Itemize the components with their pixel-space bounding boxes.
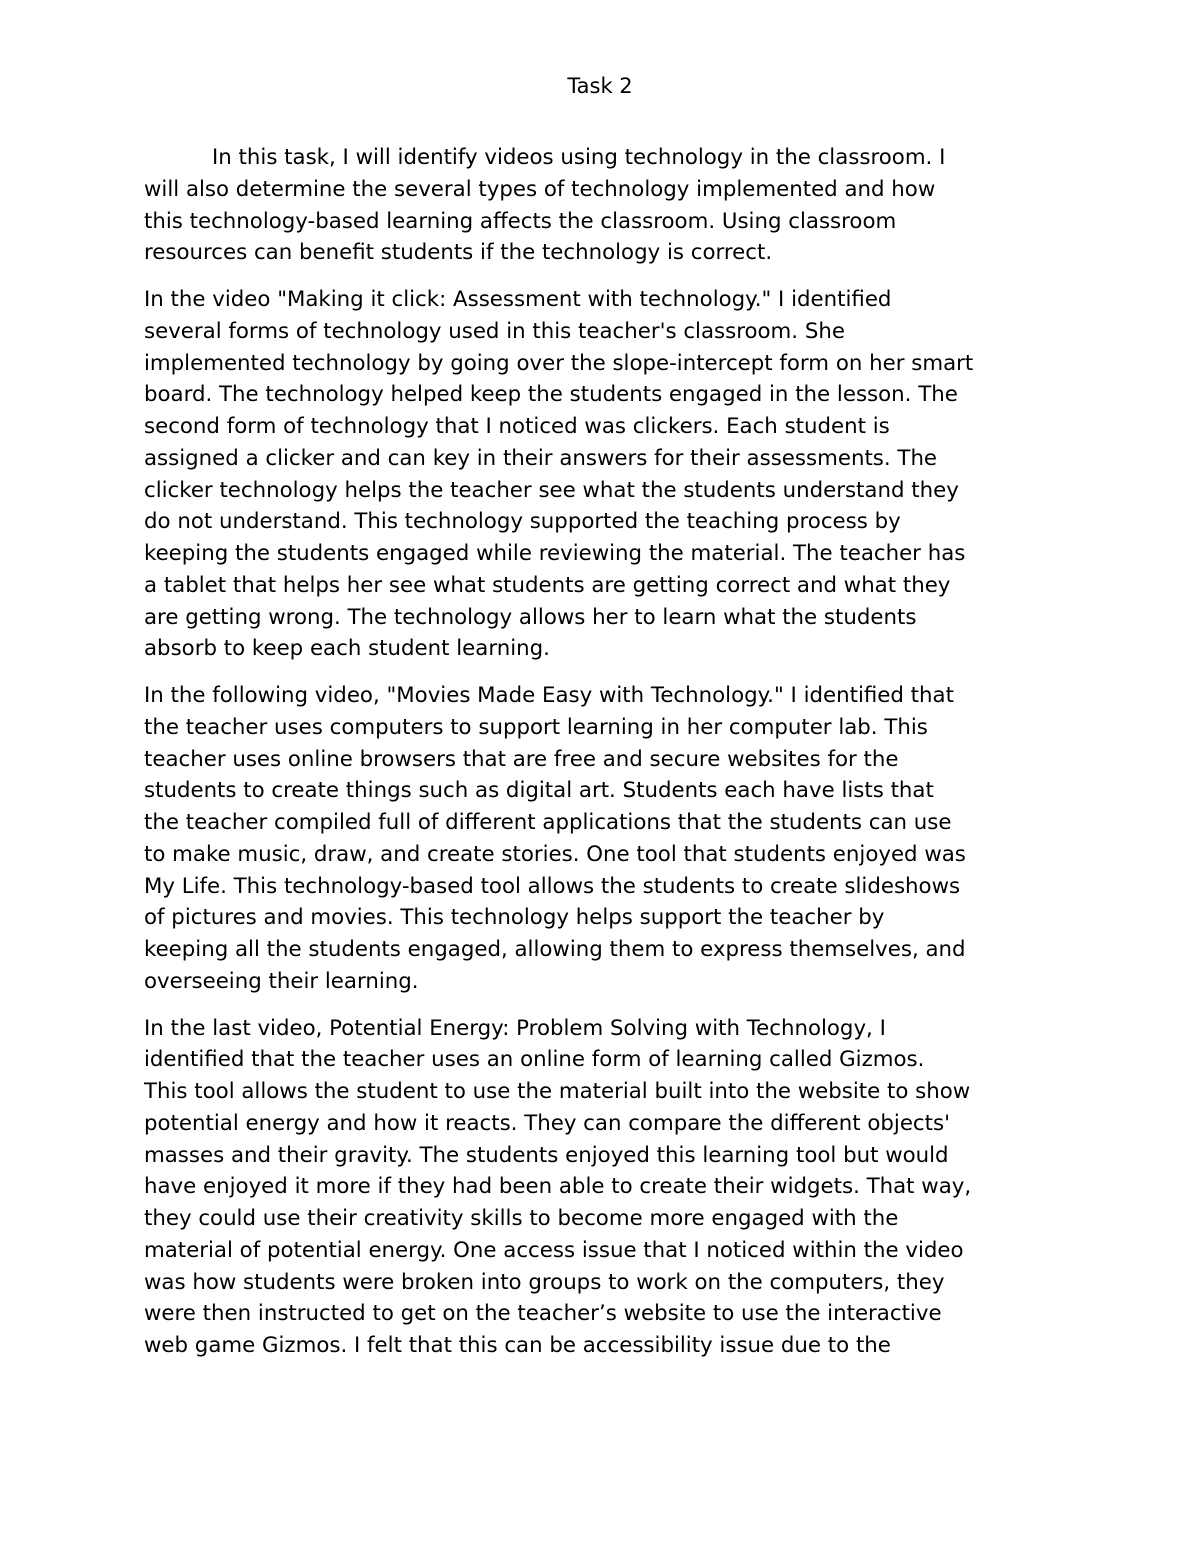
paragraph-line: do not understand. This technology supported the teaching process by (144, 509, 901, 535)
paragraph-line: overseeing their learning. (144, 968, 419, 994)
paragraph-line: In this task, I will identify videos using technology in the classroom. I (212, 145, 946, 170)
paragraph-line: board. The technology helped keep the students engaged in the lesson. The (144, 382, 958, 408)
paragraph-line: potential energy and how it reacts. They can compare the different objects' (144, 1110, 950, 1136)
paragraph-line: masses and their gravity. The students enjoyed this learning tool but would (144, 1142, 949, 1168)
paragraph-2 (144, 284, 1074, 665)
paragraph-line: clicker technology helps the teacher see what the students understand they (144, 477, 959, 503)
paragraph-line: In the following video, "Movies Made Easy with Technology." I identified that (144, 683, 954, 708)
paragraph-line: absorb to keep each student learning. (144, 636, 550, 662)
paragraph-line: material of potential energy. One access issue that I noticed within the video (144, 1237, 964, 1263)
paragraph-line: were then instructed to get on the teacher’s website to use the interactive (144, 1301, 942, 1327)
paragraph-line: web game Gizmos. I felt that this can be accessibility issue due to the (144, 1333, 891, 1358)
paragraph-line: the teacher compiled full of different applications that the students can use (144, 810, 952, 835)
paragraph-line: keeping all the students engaged, allowing them to express themselves, and (144, 937, 966, 962)
paragraph-line: of pictures and movies. This technology helps support the teacher by (144, 905, 885, 931)
paragraph-line: several forms of technology used in this teacher's classroom. She (144, 318, 845, 344)
paragraph-line: resources can benefit students if the technology is correct. (144, 240, 773, 266)
document-title: Task 2 (567, 74, 633, 98)
paragraph-4 (144, 1013, 1074, 1362)
paragraph-line: teacher uses online browsers that are free and secure websites for the (144, 746, 899, 772)
paragraph-line: they could use their creativity skills to become more engaged with the (144, 1206, 899, 1231)
paragraph-3 (144, 680, 1074, 998)
paragraph-line: will also determine the several types of technology implemented and how (144, 176, 936, 202)
document-body (144, 142, 1074, 1377)
paragraph-line: a tablet that helps her see what students are getting correct and what they (144, 572, 951, 598)
paragraph-line: In the last video, Potential Energy: Problem Solving with Technology, I (144, 1015, 886, 1041)
paragraph-line: students to create things such as digital art. Students each have lists that (144, 778, 934, 804)
paragraph-line: implemented technology by going over the slope-intercept form on her smart (144, 350, 974, 376)
paragraph-line: This tool allows the student to use the material built into the website to show (144, 1079, 971, 1104)
paragraph-line: to make music, draw, and create stories. One tool that students enjoyed was (144, 841, 966, 867)
paragraph-1 (144, 142, 1074, 269)
paragraph-line: have enjoyed it more if they had been able to create their widgets. That way, (144, 1174, 972, 1200)
paragraph-line: this technology-based learning affects the classroom. Using classroom (144, 208, 897, 234)
paragraph-line: assigned a clicker and can key in their answers for their assessments. The (144, 445, 938, 471)
paragraph-line: second form of technology that I noticed was clickers. Each student is (144, 414, 890, 439)
paragraph-line: In the video "Making it click: Assessment with technology." I identified (144, 287, 892, 312)
paragraph-line: the teacher uses computers to support learning in her computer lab. This (144, 714, 928, 740)
paragraph-line: was how students were broken into groups to work on the computers, they (144, 1269, 945, 1295)
paragraph-line: identified that the teacher uses an online form of learning called Gizmos. (144, 1047, 925, 1073)
paragraph-line: are getting wrong. The technology allows her to learn what the students (144, 604, 917, 630)
paragraph-line: My Life. This technology-based tool allows the students to create slideshows (144, 873, 961, 899)
paragraph-line: keeping the students engaged while reviewing the material. The teacher has (144, 541, 966, 566)
